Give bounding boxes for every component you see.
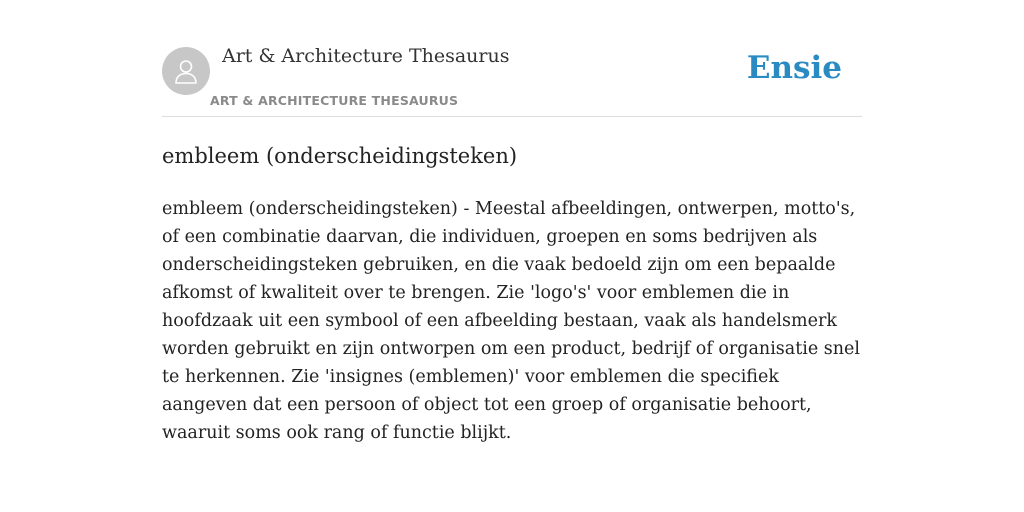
author-subtitle[interactable]: ART & ARCHITECTURE THESAURUS [210, 93, 459, 108]
author-name-link[interactable]: Art & Architecture Thesaurus [222, 45, 510, 67]
brand-logo[interactable]: Ensie [746, 50, 842, 86]
card-header [162, 40, 862, 117]
entry-definition: embleem (onderscheidingsteken) - Meestal afbeeldingen, ontwerpen, motto's, of een combinatie daarvan, die individuen, groepen en soms bedrijven als onderscheidingsteken gebruiken, en die vaak bedoeld zijn om een bepaalde afkomst of kwaliteit over te brengen. Zie 'logo's' voor emblemen die in hoofdzaak uit een symbool of een afbeelding bestaan, vaak als handelsmerk worden gebruikt en zijn ontworpen om een product, bedrijf of organisatie snel te herkennen. Zie 'insignes (emblemen)' voor emblemen die specifiek aangeven dat een persoon of object tot een groep of organisatie behoort, waaruit soms ook rang of functie blijkt. [162, 199, 860, 443]
entry-title: embleem (onderscheidingsteken) [162, 144, 518, 168]
author-avatar[interactable] [162, 47, 210, 95]
definition-card [162, 40, 862, 447]
user-icon [171, 56, 201, 86]
